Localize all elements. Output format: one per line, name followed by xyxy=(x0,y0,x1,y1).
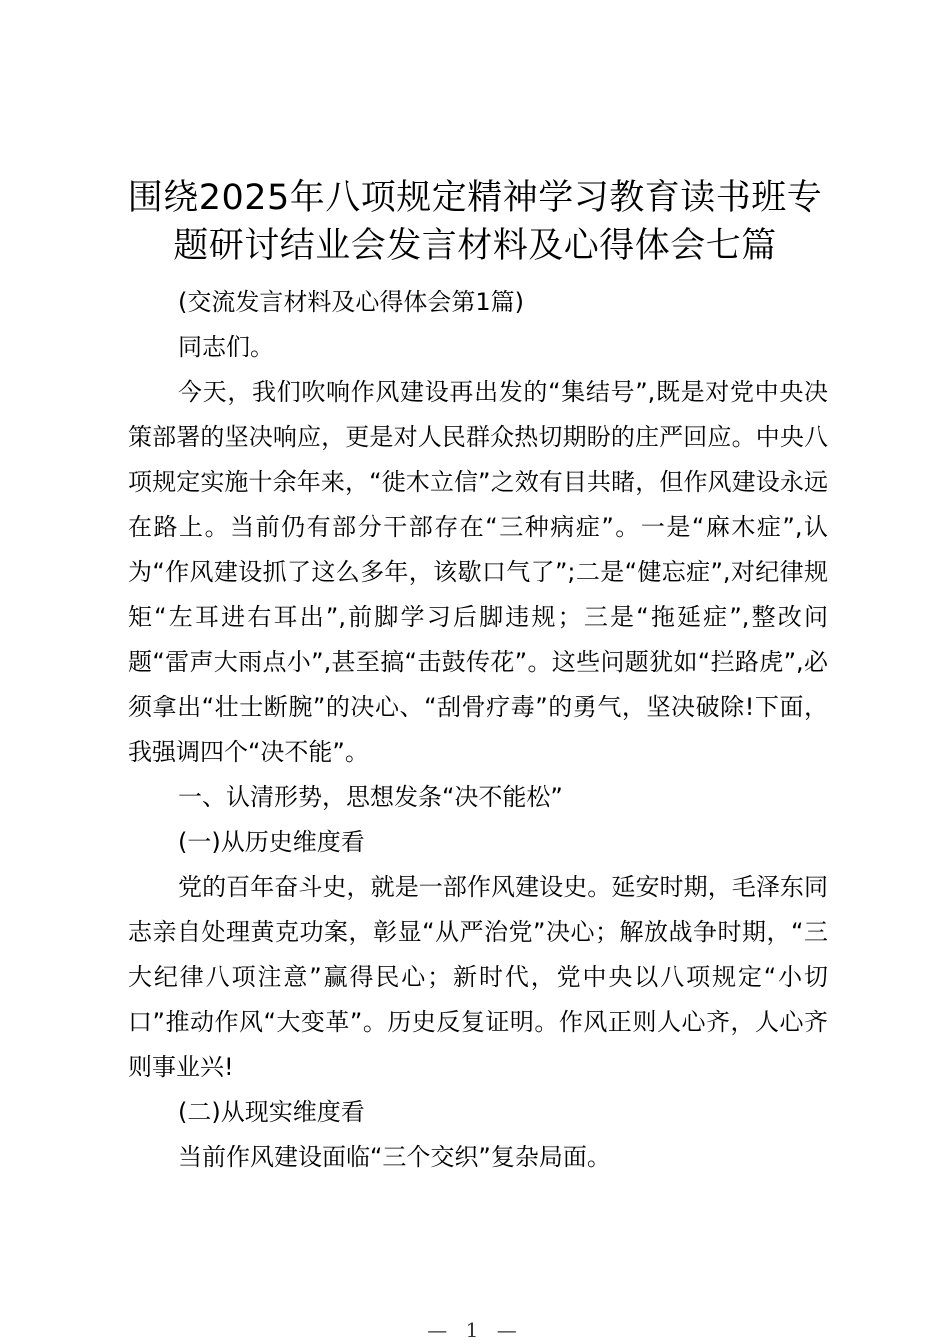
document-title-line-2: 题研讨结业会发言材料及心得体会七篇 xyxy=(173,226,777,266)
paragraph-intro: 今天，我们吹响作风建设再出发的“集结号”,既是对党中央决策部署的坚决响应，更是对人民群众热切期盼的庄严回应。中央八项规定实施十余年来，“徙木立信”之效有目共睹，但作风建设永远在路上。当前仍有部分干部存在“三种病症”。一是“麻木症”,认为“作风建设抓了这么多年，该歇口气了”;二是“健忘症”,对纪律规矩“左耳进右耳出”,前脚学习后脚违规；三是“拖延症”,整改问题“雷声大雨点小”,甚至搞“击鼓传花”。这些问题犹如“拦路虎”,必须拿出“壮士断腕”的决心、“刮骨疗毒”的勇气，坚决破除!下面，我强调四个“决不能”。 xyxy=(128,378,828,766)
paragraph-reality: 当前作风建设面临“三个交织”复杂局面。 xyxy=(178,1143,611,1171)
document-body xyxy=(128,280,828,1180)
paragraph-history: 党的百年奋斗史，就是一部作风建设史。延安时期，毛泽东同志亲自处理黄克功案，彰显“从严治党”决心；解放战争时期，“三大纪律八项注意”赢得民心；新时代，党中央以八项规定“小切口”推动作风“大变革”。历史反复证明。作风正则人心齐，人心齐则事业兴! xyxy=(128,873,828,1081)
subsection-heading-2: (二)从现实维度看 xyxy=(178,1098,365,1126)
document-title-line-1: 围绕2025年八项规定精神学习教育读书班专 xyxy=(127,178,823,218)
section-heading-1: 一、认清形势，思想发条“决不能松” xyxy=(178,783,563,811)
page-number: — 1 — xyxy=(427,1318,523,1342)
subtitle: (交流发言材料及心得体会第1篇) xyxy=(178,288,524,316)
subsection-heading-1: (一)从历史维度看 xyxy=(178,828,365,856)
salutation: 同志们。 xyxy=(178,333,274,361)
